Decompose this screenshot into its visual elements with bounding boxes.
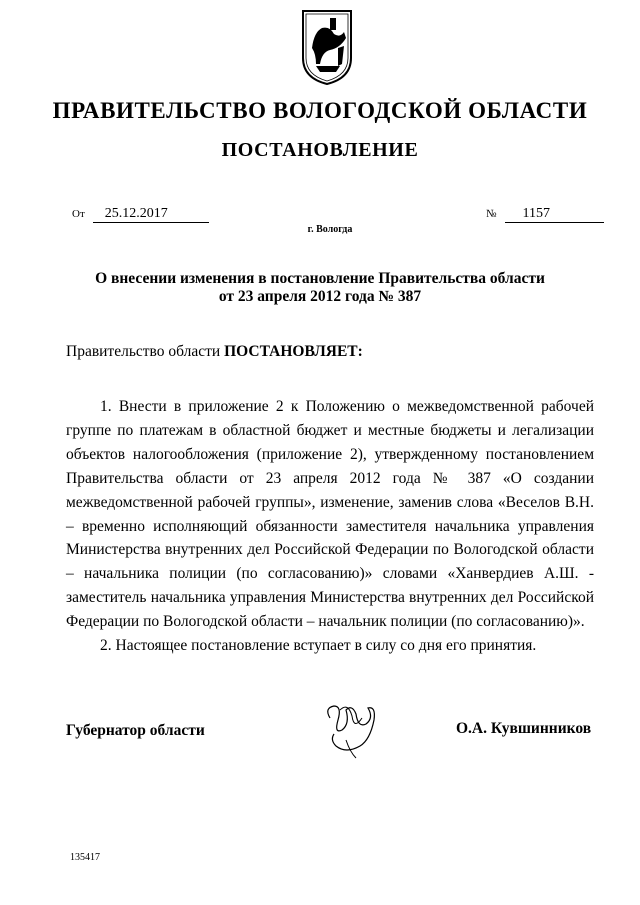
organization-title: ПРАВИТЕЛЬСТВО ВОЛОГОДСКОЙ ОБЛАСТИ (52, 98, 588, 123)
city-label: г. Вологда (307, 224, 353, 235)
signatory-position: Губернатор области (66, 722, 205, 739)
date-prefix: От (72, 208, 85, 220)
subject-line-1: О внесении изменения в постановление Правительства области (95, 270, 545, 287)
paragraph-2: 2. Настоящее постановление вступает в силу со дня его принятия. (100, 637, 537, 655)
document-body (66, 395, 594, 658)
preamble (66, 343, 363, 361)
date-row (72, 206, 209, 223)
number-row (486, 206, 604, 223)
document-date: 25.12.2017 (93, 206, 209, 223)
preamble-emphasis: ПОСТАНОВЛЯЕТ: (224, 343, 363, 360)
document-subject (0, 270, 640, 306)
document-code: 135417 (70, 852, 100, 863)
paragraph-1: 1. Внести в приложение 2 к Положению о межведомственной рабочей группе по платежам в областной бюджет и местные бюджеты и легализации объектов налогообложения (приложение 2), утвержденному постановлением Правительства области от 23 апреля 2012 года № 387 «О создании межведомственной рабочей группы», изменение, заменив слова «Веселов В.Н. – временно исполняющий обязанности заместителя начальника управления Министерства внутренних дел Российской Федерации по Вологодской области – начальника полиции (по согласованию)» словами «Ханвердиев А.Ш. - заместитель начальника управления Министерства внутренних дел Российской Федерации по Вологодской области – начальник полиции (по согласованию)». (66, 398, 594, 631)
preamble-text: Правительство области (66, 343, 225, 360)
number-prefix: № (486, 208, 497, 220)
handwritten-signature-icon (316, 700, 382, 760)
subject-line-2: от 23 апреля 2012 года № 387 (218, 288, 422, 305)
coat-of-arms-icon (300, 8, 354, 86)
document-type: ПОСТАНОВЛЕНИЕ (221, 139, 419, 161)
document-number: 1157 (505, 206, 604, 223)
signatory-name: О.А. Кувшинников (456, 720, 592, 737)
